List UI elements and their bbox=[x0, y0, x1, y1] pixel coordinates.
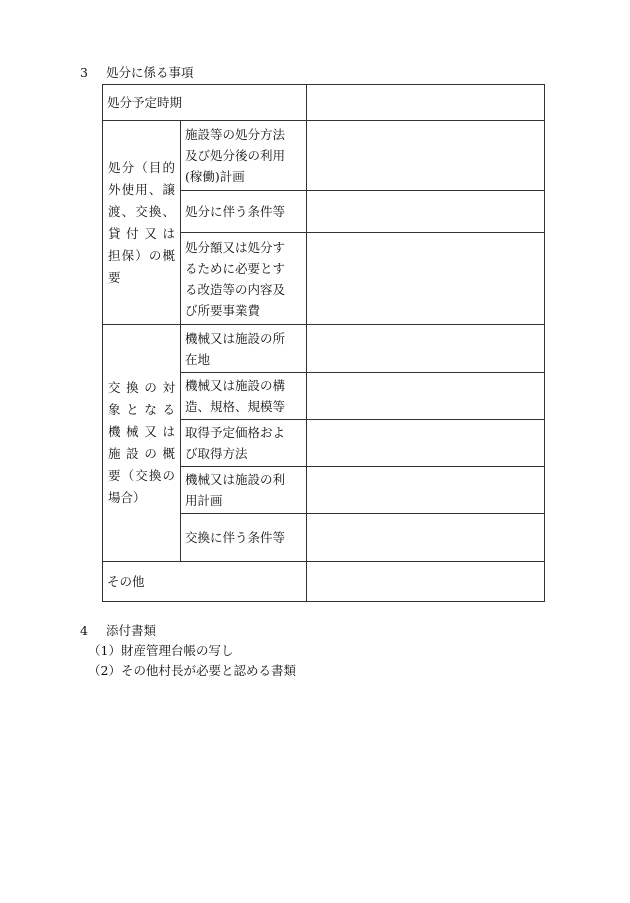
other-label: その他 bbox=[103, 562, 307, 602]
disposal-amount-label bbox=[181, 233, 307, 325]
section-4-heading bbox=[80, 621, 156, 639]
table-row bbox=[103, 562, 545, 602]
label-line: 交換に伴う条件等 bbox=[185, 530, 286, 545]
disposal-conditions-label bbox=[181, 191, 307, 233]
attachment-list bbox=[88, 641, 296, 681]
list-item: （2）その他村長が必要と認める書類 bbox=[88, 663, 296, 678]
label-line: 機械又は施設の所 bbox=[185, 330, 286, 346]
label-line: び所要事業費 bbox=[185, 302, 261, 318]
disposal-group-line: 要 bbox=[108, 269, 121, 285]
disposal-method-value-cell[interactable] bbox=[307, 121, 545, 191]
disposal-details-table bbox=[102, 84, 545, 602]
exchange-group-line: 交換の対 bbox=[108, 380, 175, 395]
schedule-value-cell[interactable] bbox=[307, 85, 545, 121]
section-3-heading bbox=[80, 63, 194, 81]
label-line: 取得予定価格およ bbox=[185, 425, 286, 440]
disposal-group-line: 外使用、譲 bbox=[108, 181, 175, 197]
facility-structure-value-cell[interactable] bbox=[307, 373, 545, 420]
facility-location-label bbox=[181, 325, 307, 373]
other-value-cell[interactable] bbox=[307, 562, 545, 602]
exchange-conditions-label bbox=[181, 514, 307, 562]
acquisition-price-label bbox=[181, 420, 307, 467]
disposal-group-label bbox=[103, 121, 181, 325]
label-line: 及び処分後の利用 bbox=[185, 148, 286, 163]
section-3-title: 処分に係る事項 bbox=[106, 65, 194, 80]
facility-structure-label bbox=[181, 373, 307, 420]
disposal-group-line: 担保）の概 bbox=[108, 247, 175, 263]
exchange-group-line: 要（交換の bbox=[108, 468, 175, 483]
facility-usage-plan-value-cell[interactable] bbox=[307, 467, 545, 514]
label-line: 処分に伴う条件等 bbox=[185, 204, 286, 219]
disposal-group-line: 貸付又は bbox=[108, 225, 175, 241]
exchange-group-line: 場合） bbox=[108, 490, 146, 505]
exchange-group-line: 象となる bbox=[108, 402, 175, 417]
disposal-amount-value-cell[interactable] bbox=[307, 233, 545, 325]
label-line: 在地 bbox=[185, 351, 211, 367]
disposal-conditions-value-cell[interactable] bbox=[307, 191, 545, 233]
label-line: 施設等の処分方法 bbox=[185, 127, 286, 142]
facility-location-value-cell[interactable] bbox=[307, 325, 545, 373]
facility-usage-plan-label bbox=[181, 467, 307, 514]
schedule-label: 処分予定時期 bbox=[103, 85, 307, 121]
disposal-group-line: 渡、交換、 bbox=[108, 203, 175, 219]
disposal-group-line: 処分（目的 bbox=[108, 159, 175, 175]
label-line: 処分額又は処分す bbox=[185, 239, 286, 255]
table-row bbox=[103, 121, 545, 191]
label-line: び取得方法 bbox=[185, 446, 248, 461]
label-line: 機械又は施設の構 bbox=[185, 378, 286, 393]
exchange-group-text bbox=[108, 377, 175, 509]
section-3-number: 3 bbox=[80, 65, 88, 80]
acquisition-price-value-cell[interactable] bbox=[307, 420, 545, 467]
exchange-group-line: 機械又は bbox=[108, 424, 175, 439]
exchange-group-label bbox=[103, 325, 181, 562]
section-4-number: 4 bbox=[80, 623, 88, 638]
label-line: るために必要とす bbox=[185, 260, 286, 276]
exchange-group-line: 施設の概 bbox=[108, 446, 175, 461]
list-item: （1）財産管理台帳の写し bbox=[88, 643, 234, 658]
label-line: (稼働)計画 bbox=[185, 169, 245, 184]
label-line: 機械又は施設の利 bbox=[185, 472, 286, 487]
label-line: 用計画 bbox=[185, 493, 223, 508]
section-4-title: 添付書類 bbox=[106, 623, 157, 638]
label-line: る改造等の内容及 bbox=[185, 281, 286, 297]
table-row bbox=[103, 85, 545, 121]
table-row bbox=[103, 325, 545, 373]
disposal-method-label bbox=[181, 121, 307, 191]
label-line: 造、規格、規模等 bbox=[185, 399, 286, 414]
exchange-conditions-value-cell[interactable] bbox=[307, 514, 545, 562]
disposal-group-text bbox=[108, 157, 175, 289]
